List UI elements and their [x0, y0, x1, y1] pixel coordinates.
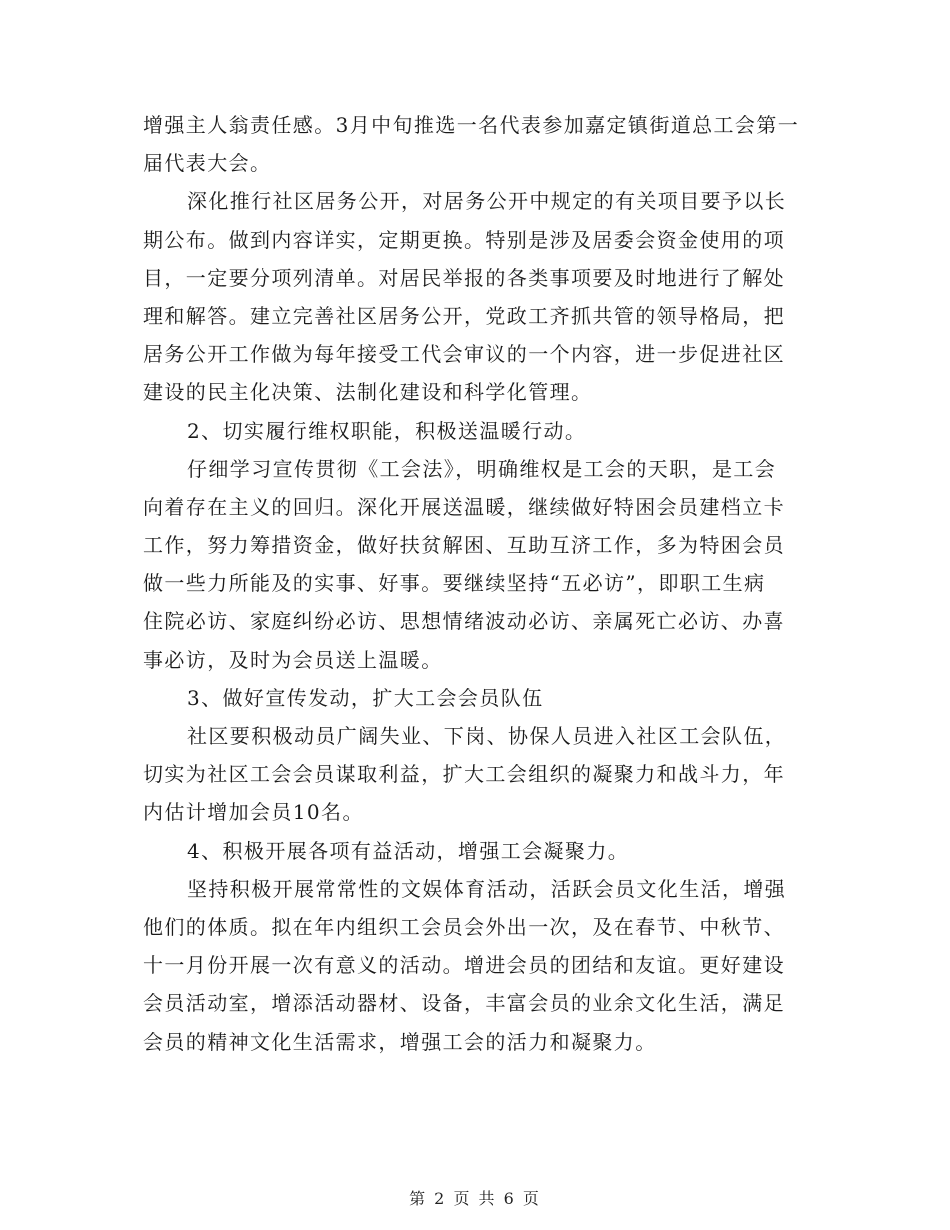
paragraph-line: 住院必访、家庭纠纷必访、思想情绪波动必访、亲属死亡必访、办喜	[143, 609, 785, 634]
paragraph-line: 做一些力所能及的实事、好事。要继续坚持“五必访”，即职工生病	[143, 571, 766, 596]
paragraph-line: 他们的体质。拟在年内组织工会员会外出一次，及在春节、中秋节、	[143, 914, 785, 939]
paragraph-line: 目，一定要分项列清单。对居民举报的各类事项要及时地进行了解处	[143, 265, 785, 290]
paragraph-line: 十一月份开展一次有意义的活动。增进会员的团结和友谊。更好建设	[143, 953, 785, 978]
paragraph-line: 深化推行社区居务公开，对居务公开中规定的有关项目要予以长	[187, 189, 787, 214]
paragraph-line: 会员活动室，增添活动器材、设备，丰富会员的业余文化生活，满足	[143, 991, 785, 1016]
paragraph-line: 增强主人翁责任感。3月中旬推选一名代表参加嘉定镇街道总工会第一	[143, 113, 800, 137]
paragraph-line: 切实为社区工会会员谋取利益，扩大工会组织的凝聚力和战斗力，年	[143, 762, 785, 787]
page-footer: 第 2 页 共 6 页	[409, 1189, 541, 1208]
paragraph-line: 理和解答。建立完善社区居务公开，党政工齐抓共管的领导格局，把	[143, 303, 785, 328]
paragraph-line: 向着存在主义的回归。深化开展送温暖，继续做好特困会员建档立卡	[143, 494, 785, 519]
paragraph-line: 事必访，及时为会员送上温暖。	[143, 647, 443, 672]
paragraph-line: 4、积极开展各项有益活动，增强工会凝聚力。	[187, 838, 630, 863]
paragraph-line: 工作，努力筹措资金，做好扶贫解困、互助互济工作，多为特困会员	[143, 533, 785, 558]
document-body	[143, 106, 813, 1061]
paragraph-line: 会员的精神文化生活需求，增强工会的活力和凝聚力。	[143, 1029, 657, 1054]
paragraph-line: 建设的民主化决策、法制化建设和科学化管理。	[143, 380, 593, 405]
paragraph-line: 届代表大会。	[143, 151, 272, 176]
paragraph-line: 社区要积极动员广阔失业、下岗、协保人员进入社区工会队伍，	[187, 724, 787, 748]
paragraph-line: 居务公开工作做为每年接受工代会审议的一个内容，进一步促进社区	[143, 342, 785, 367]
paragraph-line: 内估计增加会员10名。	[143, 800, 364, 825]
paragraph-line: 仔细学习宣传贯彻《工会法》，明确维权是工会的天职，是工会	[187, 456, 777, 481]
paragraph-line: 2、切实履行维权职能，积极送温暖行动。	[187, 418, 587, 443]
paragraph-line: 坚持积极开展常常性的文娱体育活动，活跃会员文化生活，增强	[187, 876, 787, 901]
paragraph-line: 期公布。做到内容详实，定期更换。特别是涉及居委会资金使用的项	[143, 227, 785, 252]
paragraph-line: 3、做好宣传发动，扩大工会会员队伍	[187, 685, 544, 710]
